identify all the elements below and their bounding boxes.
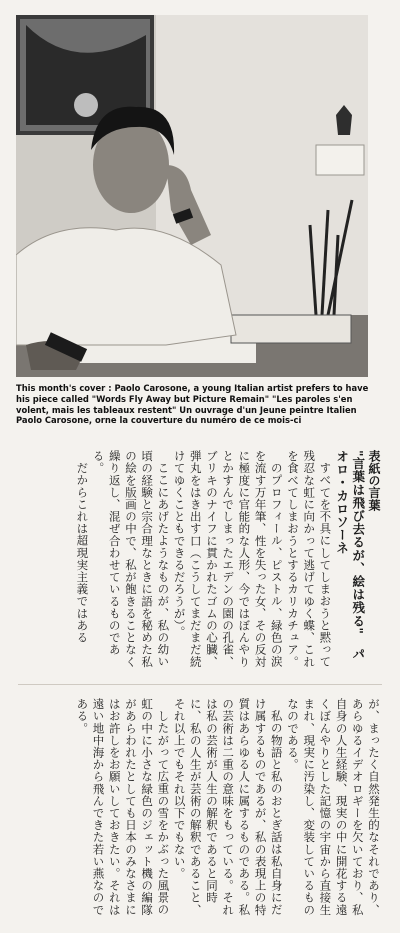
artist-portrait-image: [16, 15, 368, 377]
paragraph: したがって広重の雪をかぶった風景の虹の中に小さな緑色のジェット機の編隊があらわれたとしても日本のみなさまにはお許しをお願いしておきたい。それは遠い地中海から飛んできた若い燕なのである。: [75, 698, 171, 916]
paragraph: 私の物語と私のおとぎ話は私自身にだけ属するものであるが、私の表現上の特質はあらゆる人に属するものである。私の芸術は二重の意味をもっている。それは私の芸術が人生の解釈であると同時に、私の人生が芸術の解釈であること、それ以上でもそれ以下でもない。: [172, 698, 284, 916]
paragraph: だからこれは超現実主義ではある: [75, 461, 90, 643]
paragraph: ここにあげたようなものが、私の幼い頃の経験と宗合理なときに語を秘めた私の絵を版画の中で、私が飽きることなく繰り返し、混ぜ合わせているものである。: [91, 450, 171, 668]
cover-caption: [16, 383, 376, 426]
headline-text: "言葉は飛び去るが、絵は残る": [350, 450, 366, 635]
cover-photo: [16, 15, 368, 377]
article-lower-block: [20, 698, 382, 920]
column-divider: [18, 684, 382, 685]
article-upper-block: [20, 450, 382, 670]
paragraph: すべてを不具にしてしまおうと黙って残忍な虹に向かって逃げてゆく蝶、これを食べてしまおうとするカリカチュア。: [285, 450, 333, 668]
article-headline: [333, 450, 365, 670]
paragraph: のプロフィール、ピストル、緑色の涙を流す万年筆、性を失った女、その反対に極度に官能的な人形、今ではぼんやりとかすんでしまったエデンの園の孔雀、ブリキのナイフに貫かれたゴムの心臓、弾丸をはき出す口（こうしてまだまだ続けてゆくこともできるだろうが）。: [172, 450, 284, 668]
section-title: 表紙の言葉: [367, 450, 381, 511]
author-name: パオロ・カロソーネ: [334, 450, 366, 661]
caption-text: This month's cover : Paolo Carosone, a young Italian artist prefers to have his piece called "Words Fly Away but Picture Remain" "Les paroles s'en volent, mais les tableaux restent" Un ouvrage d'un Jeune peintre Italien Paolo Carosone, orne la couverture du numéro de ce mois-ci: [16, 383, 369, 426]
paragraph: が、まったく自然発生的なそれであり、あらゆるイデオロギーを欠いており、私自身の人生経験、現実の中に開花する遠くぼんやりとした記憶の宇宙から直接生まれ、現実に汚染し、変装しているものなのである。: [285, 698, 381, 916]
